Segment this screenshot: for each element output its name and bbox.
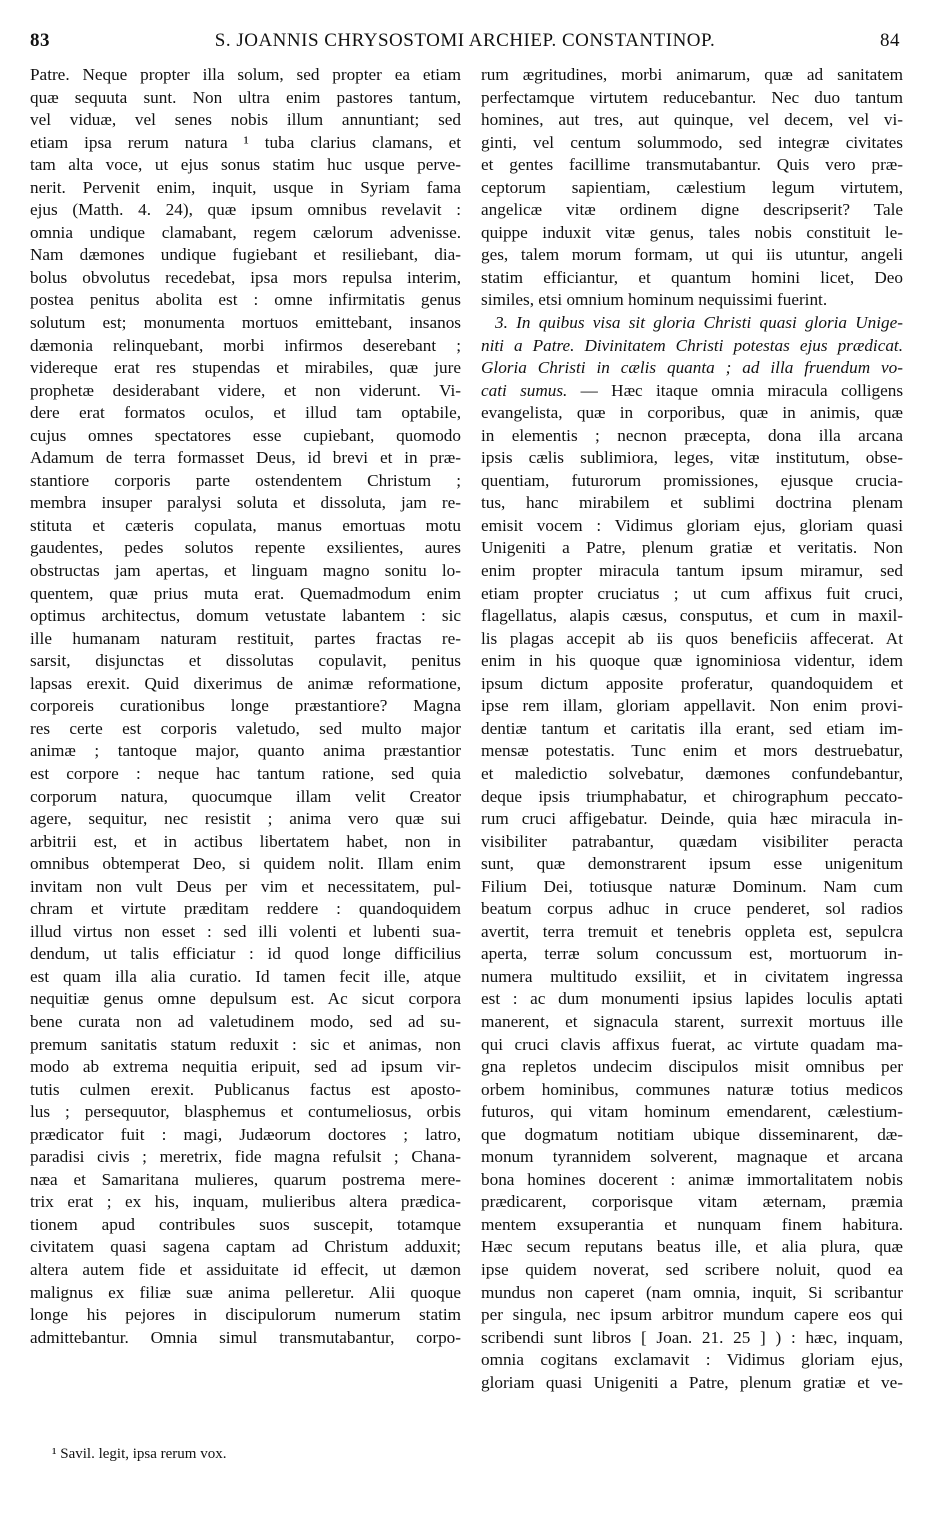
text-line: flagellatus, alapis cæsus, consputus, et cum in maxil- [481,606,903,626]
text-line: mensæ potestatis. Tunc enim et mors destruebatur, [481,741,903,761]
right-column [481,64,903,1394]
text-line: nerit. Pervenit enim, inquit, usque in Syriam fama [30,177,461,197]
page-number-left: 83 [30,30,50,51]
text-line: omnia undique clamabant, regem cælorum advenisse. [30,222,461,242]
section-heading-text: cati sumus. [481,380,568,400]
section-heading-line [481,357,903,380]
text-line: et gentes facillime transmutabantur. Quis vero præ- [481,155,903,175]
text-line: videreque erat res stupendas et mirabiles, quæ jure [30,358,461,378]
text-line: trix erat ; ex his, inquam, mulieribus altera prædica- [30,1192,461,1212]
text-line: evangelista, quæ in corporibus, quæ in animis, quæ [481,403,903,423]
text-line: dendum, ut talis efficiatur : id quod longe difficilius [30,944,461,964]
text-line: chram et virtute præditam reddere : quandoquidem [30,899,461,919]
text-line: numera multitudo exsiliit, et in civitatem ingressa [481,966,903,986]
text-line: Nam dæmones undique fugiebant et resiliebant, dia- [30,245,461,265]
section-heading-text: Gloria Christi in cælis quanta ; ad illa fruendum vo- [481,358,903,378]
text-line: rum ægritudines, morbi animarum, quæ ad sanitatem [481,65,903,84]
text-line: bolus obvolutus recedebat, ipsa mors repulsa interim, [30,267,461,287]
text-line: gloriam quasi Unigeniti a Patre, plenum gratiæ et ve- [481,1372,903,1392]
text-line: cujus omnes spectatores esse cupiebant, quomodo [30,425,461,445]
running-title: S. JOANNIS CHRYSOSTOMI ARCHIEP. CONSTANTINOP. [214,30,716,51]
text-line: visibiliter patrabantur, quædam visibiliter peracta [481,831,903,851]
text-line: agere, sequitur, nec resistit ; anima vero quæ sui [30,809,461,829]
text-line: prophetæ desiderabant videre, et non viderunt. Vi- [30,380,461,400]
text-line: corporeis curationibus longe præstantiore? Magna [30,696,461,716]
text-line: Unigeniti a Patre, plenum gratiæ et veritatis. Non [481,538,903,558]
left-column [30,64,461,1349]
section-heading-line [481,380,903,403]
text-line: aperta, terræ solum concussum est, mortuorum in- [481,944,903,964]
text-line: avertit, terra tremuit et tenebris oppleta est, sepulcra [481,921,903,941]
text-line: civitatem quasi sagena captam ad Christum adduxit; [30,1237,461,1257]
heading-tail: — Hæc itaque omnia miracula colligens [580,380,903,400]
text-line: vel viduæ, vel senes nobis illum annuntiant; sed [30,110,461,130]
text-line: admittebantur. Omnia simul transmutabantur, corpo- [30,1327,461,1347]
text-line: solutum est; monumenta mortuos emittebant, insanos [30,313,461,333]
text-line: statim efficiantur, et quantum homini licet, Deo [481,267,903,287]
text-line: sunt, quæ demonstrarent ipsum esse unigenitum [481,854,903,874]
text-line: monum tyrannidem solverent, magnaque et arcana [481,1147,903,1167]
text-line: stantiore corporis parte ostendentem Christum ; [30,470,461,490]
text-line: invitam non vult Deus per vim et necessitatem, pul- [30,876,461,896]
text-line: sarsit, disjunctas et dissolutas copulavit, penitus [30,651,461,671]
text-line: perfectamque virtutem reducebantur. Nec duo tantum [481,87,903,107]
text-line: est corpore : neque hac tantum ratione, sed quia [30,763,461,783]
text-line: in elementis ; necnon præcepta, dona illa arcana [481,425,903,445]
section-heading-text: niti a Patre. Divinitatem Christi potestas ejus prædicat. [481,335,903,355]
text-line: lapsas erexit. Quid dixerimus de animæ reformatione, [30,673,461,693]
text-line: mentem exsuperantia et nunquam finem habitura. [481,1214,903,1234]
text-line: corporum natura, quocumque illam velit Creator [30,786,461,806]
text-line: quippe induxit vitæ genus, tales nobis constituit le- [481,222,903,242]
section-heading-text: 3. In quibus visa sit gloria Christi quasi gloria Unige- [495,313,903,333]
text-line: dæmonia relinquebant, morbi infirmos deserebant ; [30,335,461,355]
text-line: ipse rem illam, gloriam appellavit. Non enim provi- [481,696,903,716]
text-line: per singula, nec ipsum arbitror mundum capere eos qui [481,1305,903,1325]
text-line: tionem apud contribules suos suscepit, totamque [30,1214,461,1234]
text-line: tutis culmen erexit. Publicanus factus est aposto- [30,1079,461,1099]
text-line: arbitrii est, et in actibus libertatem habet, non in [30,831,461,851]
text-line: res certe est corporis valetudo, sed multo major [30,718,461,738]
text-line: animæ ; tantoque major, quanto anima præstantior [30,741,461,761]
text-line: tus, hanc mirabilem et sublimi doctrina plenam [481,493,903,513]
text-line: est quam illa alia curatio. Id tamen fecit ille, atque [30,966,461,986]
text-line: que dogmatum notitiam ubique disseminarent, dæ- [481,1124,903,1144]
text-line: gna repletos undecim discipulos misit omnibus per [481,1057,903,1077]
text-line: quæ sequuta sunt. Non ultra enim pastores tantum, [30,87,461,107]
text-line: Patre. Neque propter illa solum, sed propter ea etiam [30,65,461,84]
text-line: enim propter miracula tantum ipsum miramur, sed [481,561,903,581]
text-line: est : ac dum monumenti ipsius lapides loculis aptati [481,989,903,1009]
text-line: emisit vocem : Vidimus gloriam ejus, gloriam quasi [481,515,903,535]
text-line: deque ipsis triumphabatur, et chirographum peccato- [481,786,903,806]
text-line: orbem hominibus, communes naturæ totius medicos [481,1079,903,1099]
section-heading-line [481,335,903,358]
text-line: etiam propter cruciatus ; ut cum affixus fuit cruci, [481,583,903,603]
text-line: membra insuper paralysi soluta et dissoluta, jam re- [30,493,461,513]
footnote: ¹ Savil. legit, ipsa rerum vox. [52,1446,227,1462]
text-line: tam alta voce, ut ejus sonus statim huc usque perve- [30,155,461,175]
section-heading-line [481,312,903,335]
text-line: optimus architectus, domum vetustate labantem : sic [30,606,461,626]
text-line: ceptorum sapientiam, cælestium legum virtutem, [481,177,903,197]
text-line: paradisi civis ; meretrix, fide magna refulsit ; Chana- [30,1147,461,1167]
page-number-right: 84 [880,30,900,51]
text-line: enim in his quoque quæ ignominiosa videntur, idem [481,651,903,671]
text-line: malignus ex filiæ suæ anima pelleretur. Alii quoque [30,1282,461,1302]
text-line: dere erat formatos oculos, et illud tam optabile, [30,403,461,423]
text-line: scribendi sunt libros [ Joan. 21. 25 ] ) : hæc, inquam, [481,1327,903,1347]
text-line: qui cruci clavis affixus fuerat, ac virtute quadam ma- [481,1034,903,1054]
text-line: prædicator fuit : magi, Judæorum doctores ; latro, [30,1124,461,1144]
text-line: Filium Dei, totiusque naturæ Dominum. Nam cum [481,876,903,896]
text-line: ipsum dictum apposite proferatur, quandoquidem et [481,673,903,693]
text-line: Adamum de terra formasset Deus, id brevi et in præ- [30,448,461,468]
text-line: ipse quidem noverat, sed scribere noluit, quod ea [481,1259,903,1279]
text-line: postea penitus abolita est : omne infirmitatis genus [30,290,461,310]
text-line: stituta et cæteris copulata, manus emortuas motu [30,515,461,535]
text-line: lis plagas accepit ab iis quos beneficiis affecerat. At [481,628,903,648]
text-line: obstructas jam apertas, et linguam magno sonitu lo- [30,561,461,581]
text-line: Hæc secum reputans beatus ille, et alia plura, quæ [481,1237,903,1257]
text-line: beatum corpus adhuc in cruce penderet, sol radios [481,899,903,919]
text-line: mundus non caperet (nam omnia, inquit, Si scribantur [481,1282,903,1302]
page-header [30,30,900,58]
text-line: premum sanitatis statum reduxit : sic et animas, non [30,1034,461,1054]
text-line: illud virtus non esset : sed illi volenti et lubenti sua- [30,921,461,941]
text-line: prædicarent, corporisque vitam æternam, præmia [481,1192,903,1212]
text-line: etiam ipsa rerum natura ¹ tuba clarius clamans, et [30,132,461,152]
text-line: ginti, vel centum solummodo, sed integræ civitates [481,132,903,152]
text-line: altera autem fide et assiduitate id effecit, ut dæmon [30,1259,461,1279]
text-line: nequitiæ genus omne depulsum est. Ac sicut corpora [30,989,461,1009]
text-line: quentiam, futurorum promissiones, ejusque crucia- [481,470,903,490]
text-line: bona homines docerent : animæ immortalitatem nobis [481,1169,903,1189]
text-line: rum cruci affigebatur. Deinde, quia hæc miracula in- [481,809,903,829]
text-line: manerent, et signacula starent, surrexit mortuus ille [481,1011,903,1031]
text-line: homines, aut tres, aut quinque, vel decem, vel vi- [481,110,903,130]
text-line: longe his pejores in discipulorum numerum statim [30,1305,461,1325]
text-line: similes, etsi omnium hominum nequissimi fuerint. [481,290,828,310]
text-line: lus ; persequutor, blasphemus et contumeliosus, orbis [30,1102,461,1122]
text-line: ges, talem morum formam, ut qui iis utuntur, angeli [481,245,903,265]
text-line: gaudentes, pedes solutos repente exsilientes, aures [30,538,461,558]
text-line: dentiæ tantum et caritatis illa erant, sed etiam im- [481,718,903,738]
text-line: futuros, qui vitam hominum emendarent, cælestium- [481,1102,903,1122]
text-line: ille humanam naturam restituit, partes fractas re- [30,628,461,648]
text-line: bene curata non ad valetudinem modo, sed ad su- [30,1011,461,1031]
text-line: ejus (Matth. 4. 24), quæ ipsum omnibus revelavit : [30,200,461,220]
text-line: modo ab extrema nequitia eripuit, sed ad ipsum vir- [30,1057,461,1077]
text-line: et maledictio solvebatur, dæmones confundebantur, [481,763,903,783]
text-line: næa et Samaritana mulieres, quarum postrema mere- [30,1169,461,1189]
text-line: angelicæ vitæ ordinem digne descripserit? Tale [481,200,903,220]
text-line: omnibus obtemperat Deo, si quidem nolit. Illam enim [30,854,461,874]
text-line: quentem, quæ prius muta erat. Quemadmodum enim [30,583,461,603]
text-line: omnia cogitans exclamavit : Vidimus gloriam ejus, [481,1350,903,1370]
text-line: ipsis cælis sublimiora, leges, vitæ institutum, obse- [481,448,903,468]
